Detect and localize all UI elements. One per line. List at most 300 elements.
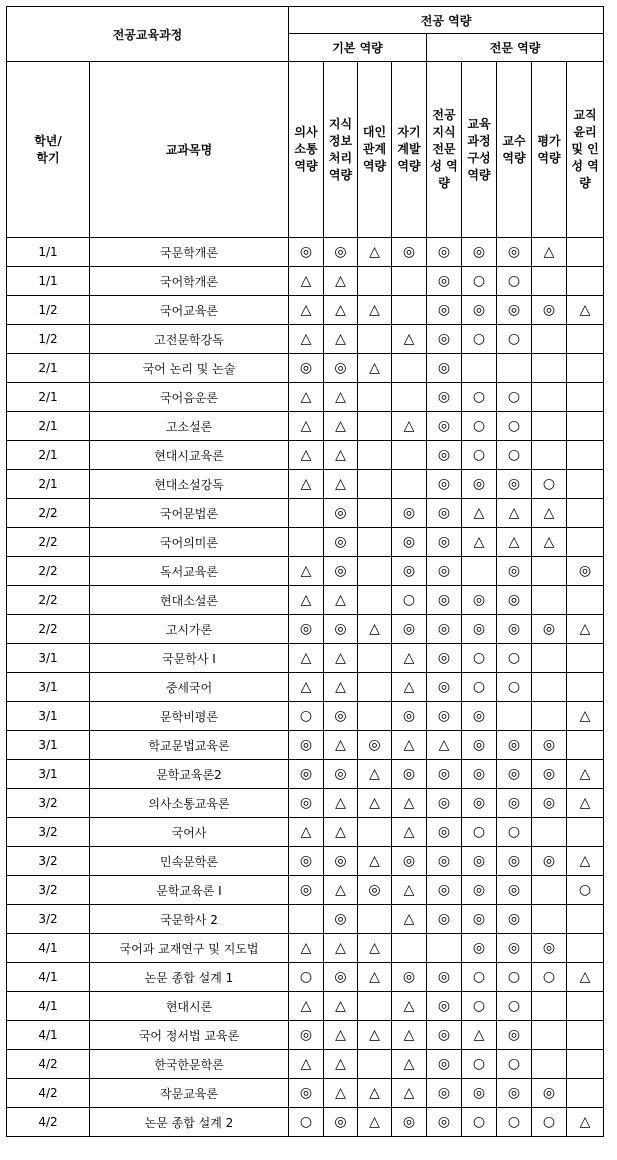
competency-level-cell [532, 876, 567, 905]
competency-level-cell: ◎ [392, 557, 427, 586]
table-row [7, 238, 604, 267]
competency-level-cell: ◎ [462, 731, 497, 760]
competency-level-cell [392, 934, 427, 963]
competency-level-cell: ◎ [532, 1079, 567, 1108]
competency-level-cell: ◎ [462, 238, 497, 267]
competency-level-cell: △ [567, 963, 604, 992]
competency-level-cell: ◎ [497, 1021, 532, 1050]
competency-level-cell: ◎ [497, 731, 532, 760]
competency-level-cell: ◎ [427, 412, 462, 441]
competency-level-cell [567, 383, 604, 412]
competency-level-cell: △ [324, 934, 358, 963]
table-row [7, 934, 604, 963]
competency-level-cell: ○ [462, 992, 497, 1021]
competency-level-cell [532, 412, 567, 441]
competency-level-cell: ○ [532, 1108, 567, 1137]
competency-level-cell: ◎ [392, 615, 427, 644]
competency-level-cell: ◎ [497, 905, 532, 934]
competency-level-cell: △ [324, 789, 358, 818]
competency-level-cell: ○ [289, 702, 324, 731]
competency-level-cell [567, 1050, 604, 1079]
term-cell: 3/2 [7, 905, 90, 934]
competency-level-cell [358, 470, 392, 499]
competency-level-cell: △ [324, 586, 358, 615]
competency-level-cell: △ [532, 238, 567, 267]
competency-level-cell: ◎ [324, 905, 358, 934]
competency-level-cell: ◎ [497, 238, 532, 267]
competency-level-cell [532, 557, 567, 586]
competency-level-cell: △ [289, 441, 324, 470]
competency-level-cell: ◎ [289, 1079, 324, 1108]
competency-level-cell: ◎ [392, 963, 427, 992]
competency-level-cell: △ [324, 441, 358, 470]
course-name-cell: 의사소통교육론 [90, 789, 289, 818]
competency-level-cell: ◎ [497, 1079, 532, 1108]
table-row [7, 818, 604, 847]
competency-level-cell: ◎ [462, 760, 497, 789]
term-cell: 3/1 [7, 644, 90, 673]
competency-level-cell [532, 702, 567, 731]
table-row [7, 992, 604, 1021]
course-name-cell: 문학비평론 [90, 702, 289, 731]
term-cell: 2/2 [7, 557, 90, 586]
competency-level-cell [567, 499, 604, 528]
competency-level-cell: △ [289, 325, 324, 354]
header-year-semester: 학년/ 학기 [7, 62, 90, 238]
competency-level-cell: △ [358, 1079, 392, 1108]
competency-level-cell: ○ [462, 673, 497, 702]
competency-level-cell [567, 818, 604, 847]
competency-level-cell: △ [497, 528, 532, 557]
table-body [7, 238, 604, 1137]
competency-level-cell: ○ [497, 1050, 532, 1079]
competency-level-cell: ◎ [324, 238, 358, 267]
competency-level-cell: △ [358, 1021, 392, 1050]
competency-level-cell [567, 238, 604, 267]
course-name-cell: 문학교육론2 [90, 760, 289, 789]
competency-level-cell: ◎ [392, 847, 427, 876]
competency-level-cell [567, 470, 604, 499]
competency-level-cell: △ [358, 1108, 392, 1137]
competency-level-cell: △ [358, 354, 392, 383]
competency-level-cell: △ [462, 1021, 497, 1050]
competency-level-cell: ◎ [497, 586, 532, 615]
competency-level-cell: △ [289, 992, 324, 1021]
competency-level-cell: ◎ [427, 267, 462, 296]
term-cell: 4/1 [7, 934, 90, 963]
competency-level-cell: ○ [497, 325, 532, 354]
term-cell: 3/2 [7, 818, 90, 847]
term-cell: 4/1 [7, 1021, 90, 1050]
competency-level-cell: ◎ [532, 731, 567, 760]
term-cell: 2/1 [7, 412, 90, 441]
competency-level-cell [289, 528, 324, 557]
competency-level-cell: △ [289, 673, 324, 702]
term-cell: 3/1 [7, 760, 90, 789]
course-name-cell: 국어 정서법 교육론 [90, 1021, 289, 1050]
competency-level-cell: ◎ [427, 847, 462, 876]
course-name-cell: 논문 종합 설계 1 [90, 963, 289, 992]
course-name-cell: 국어사 [90, 818, 289, 847]
competency-level-cell: △ [324, 412, 358, 441]
table-row [7, 963, 604, 992]
table-row [7, 789, 604, 818]
competency-level-cell [567, 992, 604, 1021]
competency-level-cell: ◎ [462, 1079, 497, 1108]
competency-level-cell: ○ [462, 644, 497, 673]
competency-level-cell: ○ [532, 470, 567, 499]
competency-level-cell: △ [567, 760, 604, 789]
term-cell: 2/2 [7, 615, 90, 644]
competency-level-cell [392, 441, 427, 470]
course-name-cell: 작문교육론 [90, 1079, 289, 1108]
header-col-interpersonal: 대인 관계 역량 [358, 62, 392, 238]
competency-level-cell: ◎ [289, 615, 324, 644]
competency-level-cell [567, 412, 604, 441]
competency-level-cell: △ [324, 325, 358, 354]
competency-level-cell: △ [324, 267, 358, 296]
competency-level-cell [532, 441, 567, 470]
competency-level-cell [532, 383, 567, 412]
competency-level-cell: ○ [497, 963, 532, 992]
term-cell: 4/1 [7, 963, 90, 992]
competency-level-cell: ◎ [392, 702, 427, 731]
competency-level-cell: ◎ [427, 963, 462, 992]
competency-level-cell [358, 412, 392, 441]
header-basic-competency: 기본 역량 [289, 34, 427, 62]
competency-level-cell: △ [289, 1050, 324, 1079]
competency-level-cell: ◎ [427, 528, 462, 557]
competency-level-cell [567, 528, 604, 557]
competency-level-cell: ○ [462, 412, 497, 441]
competency-level-cell: ◎ [497, 470, 532, 499]
table-row [7, 586, 604, 615]
competency-level-cell: ◎ [497, 876, 532, 905]
competency-level-cell: ◎ [427, 296, 462, 325]
course-name-cell: 국어학개론 [90, 267, 289, 296]
competency-level-cell [358, 499, 392, 528]
competency-level-cell: ◎ [392, 1108, 427, 1137]
competency-level-cell: ◎ [324, 354, 358, 383]
header-col-major-expertise: 전공 지식 전문 성 역 량 [427, 62, 462, 238]
competency-level-cell [532, 1050, 567, 1079]
competency-level-cell: ◎ [289, 731, 324, 760]
competency-level-cell: ○ [462, 1050, 497, 1079]
competency-level-cell [358, 702, 392, 731]
table-row [7, 499, 604, 528]
term-cell: 1/2 [7, 325, 90, 354]
competency-level-cell: △ [358, 789, 392, 818]
term-cell: 3/1 [7, 673, 90, 702]
competency-level-cell: ◎ [462, 702, 497, 731]
competency-level-cell: △ [324, 1079, 358, 1108]
competency-level-cell [567, 905, 604, 934]
competency-level-cell: △ [289, 296, 324, 325]
term-cell: 1/1 [7, 238, 90, 267]
competency-level-cell: ◎ [497, 296, 532, 325]
competency-level-cell [358, 1050, 392, 1079]
competency-level-cell: △ [289, 818, 324, 847]
competency-level-cell [462, 557, 497, 586]
curriculum-competency-table [6, 6, 604, 1137]
competency-level-cell: ◎ [497, 847, 532, 876]
competency-level-cell [567, 1079, 604, 1108]
competency-level-cell: ◎ [427, 441, 462, 470]
competency-level-cell: △ [567, 615, 604, 644]
competency-level-cell: △ [392, 992, 427, 1021]
competency-level-cell [532, 354, 567, 383]
competency-level-cell: ◎ [462, 847, 497, 876]
competency-level-cell: △ [462, 528, 497, 557]
competency-level-cell: ○ [497, 441, 532, 470]
table-row [7, 731, 604, 760]
competency-level-cell [358, 673, 392, 702]
competency-level-cell: ◎ [427, 905, 462, 934]
course-name-cell: 국문학사 2 [90, 905, 289, 934]
competency-level-cell [358, 818, 392, 847]
competency-level-cell: ◎ [324, 963, 358, 992]
course-name-cell: 국문학개론 [90, 238, 289, 267]
competency-level-cell [358, 383, 392, 412]
table-row [7, 1079, 604, 1108]
competency-level-cell: ◎ [427, 325, 462, 354]
competency-level-cell: ○ [289, 963, 324, 992]
competency-level-cell: △ [567, 296, 604, 325]
competency-level-cell: ◎ [532, 296, 567, 325]
table-row [7, 557, 604, 586]
competency-level-cell: △ [358, 963, 392, 992]
competency-level-cell: ◎ [358, 876, 392, 905]
competency-level-cell: ◎ [462, 470, 497, 499]
competency-level-cell: ○ [497, 992, 532, 1021]
competency-level-cell: ◎ [427, 818, 462, 847]
term-cell: 3/2 [7, 876, 90, 905]
competency-level-cell [567, 1021, 604, 1050]
competency-level-cell: △ [358, 615, 392, 644]
competency-level-cell [427, 934, 462, 963]
term-cell: 2/2 [7, 586, 90, 615]
competency-level-cell: ◎ [532, 789, 567, 818]
competency-level-cell [392, 296, 427, 325]
competency-level-cell: ◎ [289, 760, 324, 789]
table-row [7, 847, 604, 876]
competency-level-cell [532, 586, 567, 615]
table-row [7, 470, 604, 499]
competency-level-cell: △ [324, 470, 358, 499]
competency-level-cell: △ [358, 934, 392, 963]
course-name-cell: 고전문학강독 [90, 325, 289, 354]
competency-level-cell: △ [324, 992, 358, 1021]
competency-level-cell: ◎ [497, 557, 532, 586]
table-row [7, 441, 604, 470]
table-row [7, 354, 604, 383]
competency-level-cell: ◎ [427, 1108, 462, 1137]
header-competency: 전공 역량 [289, 7, 604, 34]
competency-level-cell: △ [358, 847, 392, 876]
table-row [7, 760, 604, 789]
competency-level-cell: △ [324, 673, 358, 702]
competency-level-cell: △ [427, 731, 462, 760]
competency-level-cell: ◎ [427, 789, 462, 818]
competency-level-cell: ◎ [532, 615, 567, 644]
competency-level-cell: ○ [462, 441, 497, 470]
competency-level-cell: ○ [462, 963, 497, 992]
competency-level-cell: ◎ [532, 847, 567, 876]
term-cell: 2/1 [7, 441, 90, 470]
competency-level-cell: △ [324, 644, 358, 673]
competency-level-cell [567, 644, 604, 673]
competency-level-cell: ◎ [532, 760, 567, 789]
course-name-cell: 논문 종합 설계 2 [90, 1108, 289, 1137]
competency-level-cell: △ [358, 760, 392, 789]
competency-level-cell: △ [289, 934, 324, 963]
course-name-cell: 국어과 교재연구 및 지도법 [90, 934, 289, 963]
table-row [7, 1021, 604, 1050]
competency-level-cell: △ [392, 876, 427, 905]
competency-level-cell: △ [567, 789, 604, 818]
competency-level-cell: ◎ [392, 760, 427, 789]
competency-level-cell: ◎ [427, 1079, 462, 1108]
competency-level-cell: ○ [462, 1108, 497, 1137]
competency-level-cell [289, 905, 324, 934]
competency-level-cell: ◎ [497, 789, 532, 818]
term-cell: 3/2 [7, 789, 90, 818]
table-row [7, 615, 604, 644]
competency-level-cell [567, 441, 604, 470]
competency-level-cell: △ [289, 267, 324, 296]
competency-level-cell [567, 934, 604, 963]
competency-level-cell: △ [392, 673, 427, 702]
table-row [7, 528, 604, 557]
header-professional-competency: 전문 역량 [427, 34, 604, 62]
header-col-teaching: 교수 역량 [497, 62, 532, 238]
competency-level-cell: ◎ [427, 557, 462, 586]
competency-level-cell: ◎ [392, 499, 427, 528]
header-course-name: 교과목명 [90, 62, 289, 238]
competency-level-cell: ◎ [462, 615, 497, 644]
course-name-cell: 민속문학론 [90, 847, 289, 876]
term-cell: 3/2 [7, 847, 90, 876]
competency-level-cell: ◎ [497, 934, 532, 963]
course-name-cell: 고시가론 [90, 615, 289, 644]
course-name-cell: 국어문법론 [90, 499, 289, 528]
competency-level-cell [358, 441, 392, 470]
competency-level-cell: △ [289, 586, 324, 615]
competency-level-cell: ◎ [462, 296, 497, 325]
competency-level-cell [358, 644, 392, 673]
competency-level-cell: ◎ [427, 876, 462, 905]
table-row [7, 876, 604, 905]
competency-level-cell: ◎ [427, 702, 462, 731]
competency-level-cell [392, 267, 427, 296]
competency-level-cell: ○ [289, 1108, 324, 1137]
table-row [7, 673, 604, 702]
competency-level-cell: △ [289, 644, 324, 673]
competency-level-cell [358, 992, 392, 1021]
competency-level-cell [358, 586, 392, 615]
competency-level-cell: ◎ [427, 992, 462, 1021]
competency-level-cell: △ [392, 1021, 427, 1050]
course-name-cell: 고소설론 [90, 412, 289, 441]
header-col-ethics: 교직 윤리 및 인 성 역 량 [567, 62, 604, 238]
competency-level-cell: ○ [497, 1108, 532, 1137]
table-row [7, 1108, 604, 1137]
competency-level-cell: ◎ [462, 934, 497, 963]
competency-level-cell: △ [289, 383, 324, 412]
term-cell: 4/1 [7, 992, 90, 1021]
competency-level-cell [532, 644, 567, 673]
competency-level-cell: △ [289, 557, 324, 586]
competency-level-cell [497, 354, 532, 383]
competency-level-cell: ◎ [324, 1108, 358, 1137]
competency-level-cell [358, 528, 392, 557]
competency-level-cell [462, 354, 497, 383]
competency-level-cell: △ [289, 470, 324, 499]
header-col-communication: 의사 소통 역량 [289, 62, 324, 238]
competency-level-cell: △ [462, 499, 497, 528]
course-name-cell: 국문학사 I [90, 644, 289, 673]
competency-level-cell: △ [567, 847, 604, 876]
competency-level-cell: ◎ [427, 354, 462, 383]
competency-level-cell: ○ [532, 963, 567, 992]
competency-level-cell: △ [358, 238, 392, 267]
competency-level-cell [532, 673, 567, 702]
competency-level-cell: △ [358, 296, 392, 325]
competency-level-cell: ○ [392, 586, 427, 615]
competency-level-cell: ◎ [462, 789, 497, 818]
competency-level-cell: △ [392, 818, 427, 847]
term-cell: 4/2 [7, 1079, 90, 1108]
competency-level-cell [392, 354, 427, 383]
competency-level-cell [567, 325, 604, 354]
competency-level-cell: ◎ [427, 760, 462, 789]
table-row [7, 1050, 604, 1079]
competency-level-cell [532, 905, 567, 934]
competency-level-cell: △ [324, 876, 358, 905]
competency-level-cell [532, 992, 567, 1021]
header-col-evaluation: 평가 역량 [532, 62, 567, 238]
competency-level-cell: △ [392, 325, 427, 354]
competency-level-cell: ○ [497, 383, 532, 412]
competency-level-cell: ◎ [427, 615, 462, 644]
competency-level-cell: ◎ [462, 586, 497, 615]
competency-level-cell: △ [324, 383, 358, 412]
competency-level-cell: ◎ [289, 238, 324, 267]
competency-level-cell: ○ [497, 267, 532, 296]
competency-level-cell [392, 470, 427, 499]
competency-level-cell [392, 383, 427, 412]
course-name-cell: 독서교육론 [90, 557, 289, 586]
competency-level-cell: △ [567, 1108, 604, 1137]
competency-level-cell: ◎ [497, 760, 532, 789]
header-col-curriculum-design: 교육 과정 구성 역량 [462, 62, 497, 238]
competency-level-cell: ◎ [497, 615, 532, 644]
competency-level-cell [358, 557, 392, 586]
competency-level-cell [358, 905, 392, 934]
competency-level-cell: ◎ [392, 238, 427, 267]
table-row [7, 412, 604, 441]
competency-level-cell: △ [392, 789, 427, 818]
competency-level-cell [497, 702, 532, 731]
competency-level-cell: ◎ [392, 528, 427, 557]
course-name-cell: 국어교육론 [90, 296, 289, 325]
competency-level-cell: ◎ [567, 557, 604, 586]
term-cell: 3/1 [7, 702, 90, 731]
course-name-cell: 현대소설강독 [90, 470, 289, 499]
competency-level-cell: ◎ [427, 586, 462, 615]
competency-level-cell: ○ [497, 412, 532, 441]
competency-level-cell: ○ [497, 644, 532, 673]
